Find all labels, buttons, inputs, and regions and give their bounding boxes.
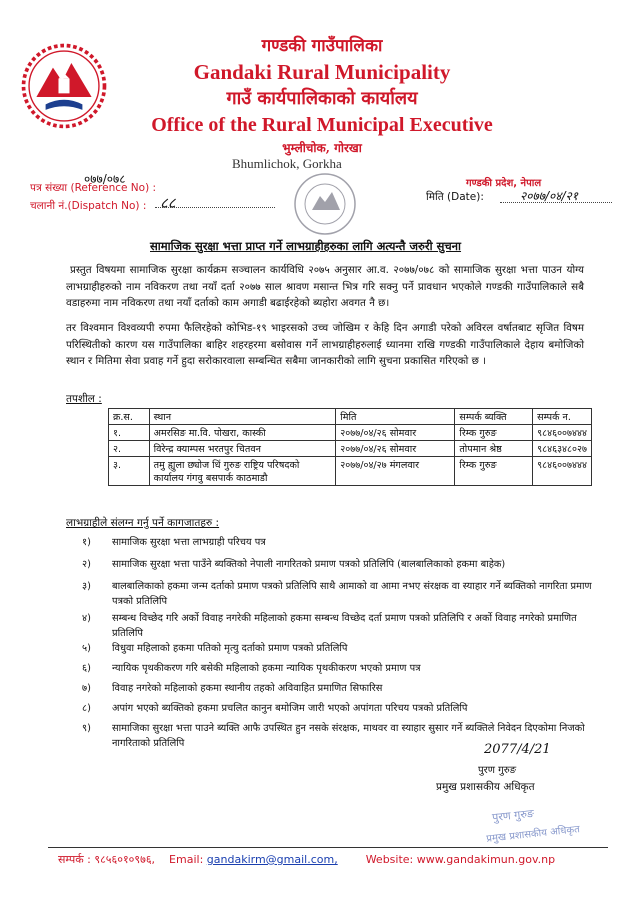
header-title-np: गण्डकी गाउँपालिका xyxy=(261,36,383,56)
list-item-number: ३) xyxy=(82,581,91,592)
table-cell: ९८४६००७४४४ xyxy=(533,425,592,441)
table-cell: २०७७/०४/२७ मंगलवार xyxy=(336,457,455,486)
table-row xyxy=(109,425,592,441)
stamp-name: पुरण गुरुङ xyxy=(491,806,535,825)
list-item-text: अपांग भएको ब्यक्तिको हकमा प्रचलित कानुन बमोजिम जारी भएको अपांगता परिचय पत्रको प्रतिलिपि xyxy=(112,703,468,714)
list-item-text: सामाजिका सुरक्षा भत्ता पाउने ब्यक्ति आफै उपस्थित हुन नसके संरक्षक, माथवर वा स्याहार सुसार गर्ने ब्यक्तिले निवेदन दिएकोमा निजको नागरिताको प्रतिलिपि xyxy=(112,723,585,749)
dispatch-value: ८८ xyxy=(160,194,176,212)
phone-number: ९८५६०१०९७६, xyxy=(94,853,156,866)
email-link[interactable]: gandakirm@gmail.com, xyxy=(206,853,338,866)
paragraph-1: प्रस्तुत विषयमा सामाजिक सुरक्षा कार्यक्रम सञ्चालन कार्यविधि २०७५ अनुसार आ.व. २०७७/०७८ को सामाजिक सुरक्षा भत्ता पाउन योग्य लाभग्राहीहरुको नाम नविकरण तथा नयाँ दर्ता २०७७ साल श्रावण मसान्त भित्र गरि सक्नु पर्ने प्रावधान भएकोले गण्डकी गाउँपालिकाले सबै वडाहरुमा नाम नविकरण तथा नयाँ दर्ताको काम अगाडी बढाईरहेको ब्यहोरा अवगत नै छ। xyxy=(66,264,584,309)
list-item-number: ४) xyxy=(82,613,91,624)
date-underline xyxy=(500,202,612,203)
signature-scribble: 2077/4/21 xyxy=(484,742,551,757)
table-cell: ९८४६३४८०२७ xyxy=(533,441,592,457)
table-header-cell: क्र.स. xyxy=(109,409,150,425)
list-item-number: ७) xyxy=(82,683,91,694)
dispatch-label: चलानी नं.(Dispatch No) : xyxy=(30,200,147,212)
table-row xyxy=(109,457,592,486)
header-address-en: Bhumlichok, Gorkha xyxy=(232,156,342,171)
list-item-text: सामाजिक सुरक्षा भत्ता लाभग्राही परिचय पत्र xyxy=(112,537,266,548)
table-cell: ३. xyxy=(109,457,150,486)
table-cell: तमु ह्युला छ्योज धिं गुरुङ राष्ट्रिय परिषदको कार्यालय गंगवु बसपार्क काठमाडौ xyxy=(149,457,336,486)
list-item-text: बालबालिकाको हकमा जन्म दर्ताको प्रमाण पत्रको प्रतिलिपि साथै आमाको वा आमा नभए संरक्षक वा स्याहार गर्ने ब्यक्तिको नागरिता प्रमाण पत्रको प्रतिलिपि xyxy=(112,581,592,607)
details-label: तपशील : xyxy=(66,393,102,405)
email-label: Email: xyxy=(169,853,204,866)
list-item-text: विधुवा महिलाको हकमा पतिको मृत्यु दर्ताको प्रमाण पत्रको प्रतिलिपि xyxy=(112,643,348,654)
phone-label: सम्पर्क : xyxy=(58,853,91,866)
header-office-en: Office of the Rural Municipal Executive xyxy=(151,114,493,136)
list-item-number: २) xyxy=(82,559,91,570)
table-cell: ९८४६००७४४४ xyxy=(533,457,592,486)
list-item-text: न्यायिक पृथकीकरण गरि बसेकी महिलाको हकमा न्यायिक पृथकीकरण भएको प्रमाण पत्र xyxy=(112,663,421,674)
list-item-number: ९) xyxy=(82,723,91,734)
table-cell: रिम्क गुरुङ xyxy=(455,457,533,486)
table-cell: रिम्क गुरुङ xyxy=(455,425,533,441)
header-title-en: Gandaki Rural Municipality xyxy=(193,60,451,84)
stamp-designation: प्रमुख प्रशासकीय अधिकृत xyxy=(485,824,581,845)
table-cell: २०७७/०४/२६ सोमवार xyxy=(336,441,455,457)
header-address-np: भुम्लीचोक, गोरखा xyxy=(282,141,362,155)
website-label: Website: xyxy=(365,853,414,866)
paragraph-2: तर विश्वमान विश्वव्यपी रुपमा फैलिरहेको कोभिड-१९ भाइरसको उच्च जोखिम र केहि दिन अगाडी परेको अविरल वर्षातबाट सृजित विषम परिस्थितीको कारण यस गाउँपालिका बाहिर शहरहरमा बसोवास गर्ने लाभग्राहीहरुलाई ध्यानमा राखि गण्डकी गाउँपालिकाले देहाय बमोजिको स्थान र मितिमा सेवा प्रवाह गर्ने हुदा सरोकारवाला सम्बन्धित सबैमा जानकारीको लागि सुचना प्रकासित गरिएको छ । xyxy=(66,322,584,367)
list-item-number: १) xyxy=(82,537,91,548)
table-cell: अमरसिङ मा.वि. पोखरा, कास्की xyxy=(149,425,336,441)
documents-title: लाभग्राहीले संलग्न गर्नु पर्ने कागजातहरु : xyxy=(66,517,220,529)
footer-contact xyxy=(58,852,555,867)
website-link[interactable]: www.gandakimun.gov.np xyxy=(416,853,556,866)
dispatch-underline xyxy=(155,207,275,208)
table-header-cell: सम्पर्क न. xyxy=(533,409,592,425)
list-item-number: ५) xyxy=(82,643,91,654)
list-item-number: ८) xyxy=(82,703,91,714)
table-header-cell: स्थान xyxy=(149,409,336,425)
header-office-np: गाउँ कार्यपालिकाको कार्यालय xyxy=(226,88,418,109)
documents-list xyxy=(82,535,602,750)
list-item-text: सम्बन्ध विच्छेद गरि अर्को विवाह नगरेकी महिलाको हकमा सम्बन्ध विच्छेद दर्ता प्रमाण पत्रको प्रतिलिपि र अर्को विवाह नगरेको प्रमाणित प्रतिलिपि xyxy=(112,613,577,639)
province-text: गण्डकी प्रदेश, नेपाल xyxy=(466,178,542,189)
table-cell: २०७७/०४/२६ सोमवार xyxy=(336,425,455,441)
reference-label: पत्र संख्या (Reference No) : xyxy=(30,182,157,194)
table-cell: तोपमान श्रेष्ठ xyxy=(455,441,533,457)
list-item-number: ६) xyxy=(82,663,91,674)
notice-title: सामाजिक सुरक्षा भत्ता प्राप्त गर्ने लाभग्राहीहरुका लागि अत्यन्तै जरुरी सुचना xyxy=(150,239,462,253)
list-item-text: विवाह नगरेको महिलाको हकमा स्थानीय तहको अविवाहित प्रमाणित सिफारिस xyxy=(112,683,383,694)
signature-name: पुरण गुरुङ xyxy=(478,765,517,776)
table-header-cell: मिति xyxy=(336,409,455,425)
signature-designation: प्रमुख प्रशासकीय अधिकृत xyxy=(436,781,535,793)
date-label: मिति (Date): xyxy=(426,191,484,203)
table-header-row xyxy=(109,409,592,425)
office-seal-stamp xyxy=(290,162,360,242)
table-cell: विरेन्द्र क्याम्पस भरतपुर चितवन xyxy=(149,441,336,457)
table-header-cell: सम्पर्क ब्यक्ति xyxy=(455,409,533,425)
table-cell: २. xyxy=(109,441,150,457)
table-row xyxy=(109,441,592,457)
reference-value: ०७७/०७८ xyxy=(84,172,126,186)
schedule-table xyxy=(108,408,592,486)
date-value: २०७७/०४/२१ xyxy=(520,189,579,203)
table-cell: १. xyxy=(109,425,150,441)
list-item-text: सामाजिक सुरक्षा भत्ता पाउँने ब्यक्तिको नेपाली नागरितको प्रमाण पत्रको प्रतिलिपि (बालबालिकाको हकमा बाहेक) xyxy=(112,559,506,570)
footer-divider xyxy=(48,847,608,848)
